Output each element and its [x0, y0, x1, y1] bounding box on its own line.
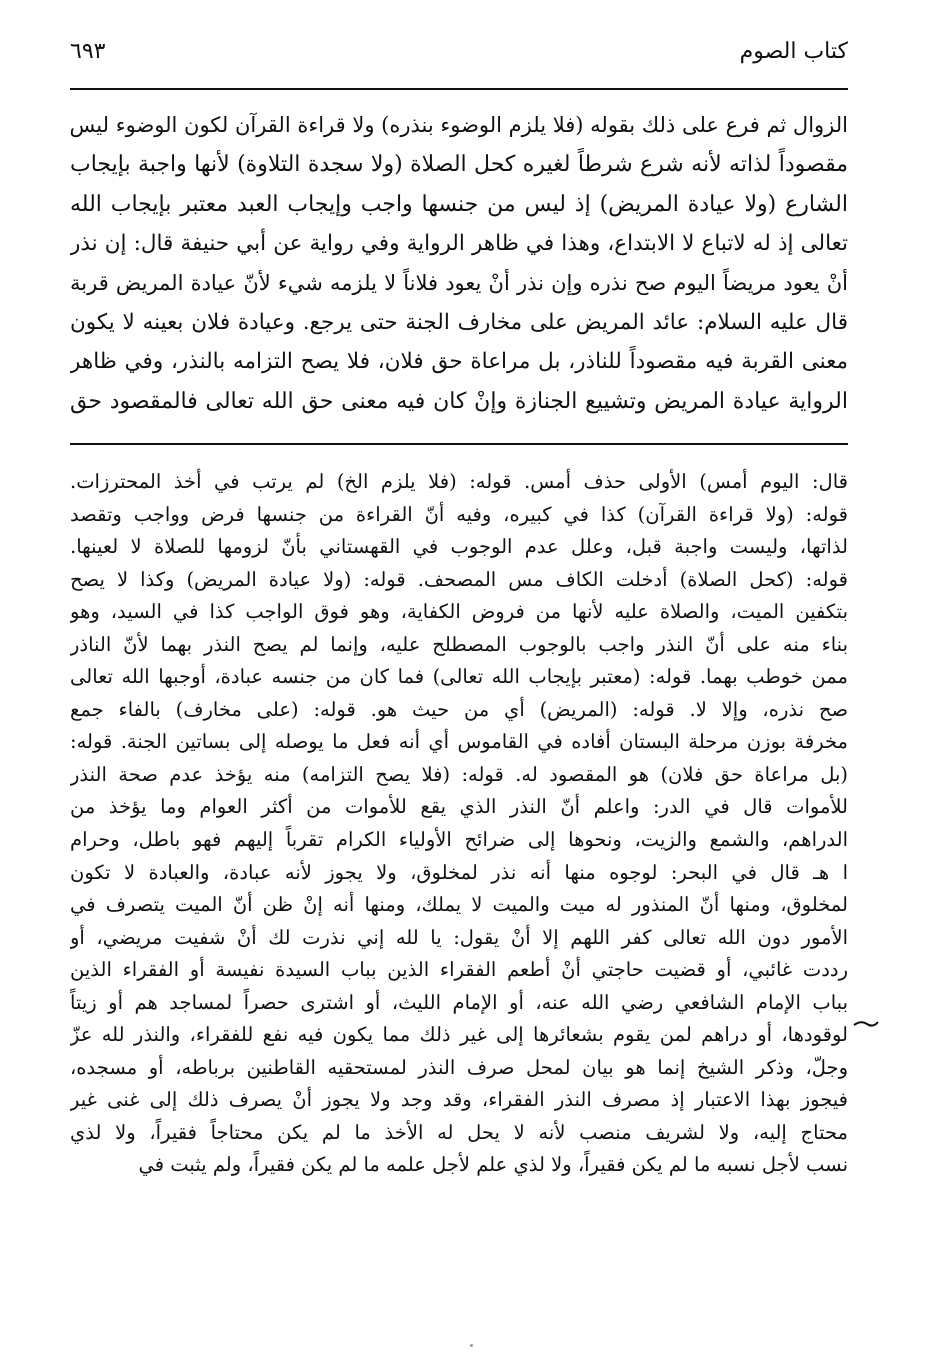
main-text-line: أنْ يعود مريضاً اليوم صح نذره وإن نذر أنْ يعود فلاناً لا يلزمه شيء لأنّ عيادة المريض قربة: [70, 270, 848, 295]
commentary-line: رددت غائبي، أو قضيت حاجتي أنْ أطعم الفقراء الذين بباب السيدة نفيسة أو الفقراء الذين: [70, 958, 848, 982]
page-header: [70, 32, 848, 72]
main-text-line: مقصوداً لذاته لأنه شرع شرطاً لغيره كحل الصلاة (ولا سجدة التلاوة) لأنها واجبة بإيجاب: [70, 152, 848, 178]
main-text: [70, 106, 848, 421]
commentary-line: مخرفة بوزن مرحلة البستان أفاده في القاموس أي أنه فعل ما يوصله إلى بساتين الجنة. قوله:: [70, 730, 848, 754]
commentary-line: لوقودها، أو دراهم لمن يقوم بشعائرها إلى غير ذلك مما يكون فيه نفع للفقراء، والنذر لله عزّ: [70, 1023, 848, 1047]
commentary-line: الدراهم، والشمع والزيت، ونحوها إلى ضرائح الأولياء الكرام تقرباً إليهم فهو باطل، وحرام: [70, 828, 848, 852]
main-text-line: الشارع (ولا عيادة المريض) إذ ليس من جنسها واجب وإيجاب العبد معتبر بإيجاب الله: [70, 191, 848, 217]
chapter-title: كتاب الصوم: [739, 39, 848, 64]
commentary-line: للأموات قال في الدر: واعلم أنّ النذر الذي يقع للأموات من أكثر العوام وما يؤخذ من: [70, 795, 848, 819]
commentary-line: محتاج إليه، ولا لشريف منصب لأنه لا يحل له الأخذ ما لم يكن محتاجاً فقيراً، ولا لذي: [70, 1120, 848, 1144]
commentary-text: [70, 466, 848, 1182]
commentary-line: (بل مراعاة حق فلان) هو المقصود له. قوله: (فلا يصح التزامه) منه يؤخذ عدم صحة النذر: [70, 762, 848, 786]
main-text-line: تعالى إذ له لاتباع لا الابتداع، وهذا في ظاهر الرواية وفي رواية عن أبي حنيفة قال: إن نذر: [70, 231, 848, 257]
commentary-line: صح نذره، وإلا لا. قوله: (المريض) أي من حيث هو. قوله: (على مخارف) بالفاء جمع: [70, 697, 848, 721]
commentary-line: قوله: (ولا قراءة القرآن) كذا في كبيره، وفيه أنّ القراءة من جنسها فرض وواجب وتقصد: [70, 502, 848, 526]
commentary-line: قال: اليوم أمس) الأولى حذف أمس. قوله: (فلا يلزم الخ) لم يرتب في أخذ المحترزات.: [70, 470, 848, 493]
commentary-line: بناء منه على أنّ النذر واجب بالوجوب المصطلح عليه، وإنما لم يصح النذر بهما لأنّ الناذر: [70, 632, 848, 656]
main-text-line: الرواية عيادة المريض وتشييع الجنازة وإنْ كان فيه معنى حق الله تعالى فالمقصود حق: [70, 388, 848, 414]
commentary-line: بتكفين الميت، والصلاة عليه لأنها من فروض الكفاية، وهو فوق الواجب كذا في السيد، وهو: [70, 600, 848, 624]
commentary-line: نسب لأجل نسبه ما لم يكن فقيراً، ولا لذي علم لأجل علمه ما لم يكن فقيراً، ولم يثبت في: [138, 1153, 848, 1177]
commentary-line: بباب الإمام الشافعي رضي الله عنه، أو الإمام الليث، أو اشترى حصراً لمساجد هم أو زيتاً: [70, 990, 848, 1014]
commentary-line: وجلّ، وذكر الشيخ إنما هو بيان لمحل صرف النذر لمستحقيه القاطنين برباطه، أو مسجده،: [70, 1055, 848, 1079]
page-number: ٦٩٣: [70, 39, 106, 64]
commentary-line: الأمور دون الله تعالى كفر اللهم إلا أنْ يقول: يا لله إني نذرت لك أنْ شفيت مريضي، أو: [70, 925, 848, 949]
main-text-line: معنى القربة فيه مقصوداً للناذر، بل مراعاة حق فلان، فلا يصح التزامه بالنذر، وفي ظاهر: [70, 349, 848, 375]
section-divider: [70, 443, 848, 445]
commentary-line: ا هـ قال في البحر: لوجوه منها أنه نذر لمخلوق، ولا يجوز لأنه عبادة، والعبادة لا تكون: [70, 860, 848, 884]
commentary-line: لمخلوق، ومنها أنّ المنذور له ميت والميت لا يملك، ومنها أنه إنْ ظن أنّ الميت يتصرف في: [70, 893, 848, 917]
commentary-line: قوله: (كحل الصلاة) أدخلت الكاف مس المصحف. قوله: (ولا عيادة المريض) وكذا لا يصح: [70, 567, 848, 591]
header-rule: [70, 88, 848, 90]
commentary-line: فيجوز بهذا الاعتبار إذ مصرف النذر الفقراء، وقد وجد ولا يجوز أنْ يصرف ذلك إلى غنى غير: [70, 1088, 848, 1112]
main-text-line: الزوال ثم فرع على ذلك بقوله (فلا يلزم الوضوء بنذره) ولا قراءة القرآن لكون الوضوء ليس: [70, 113, 848, 137]
scan-speck: [470, 1344, 473, 1347]
main-text-line: قال عليه السلام: عائد المريض على مخارف الجنة حتى يرجع. وعيادة فلان بعينه لا يكون: [70, 309, 848, 335]
margin-mark: [853, 1018, 879, 1028]
commentary-line: لذاتها، وليست واجبة قبل، وعلل عدم الوجوب في القهستاني بأنّ لزومها للصلاة لا لعينها.: [70, 535, 848, 559]
commentary-line: ممن خوطب بهما. قوله: (معتبر بإيجاب الله تعالى) فما كان من جنسه عبادة، أوجبها الله تعالى: [70, 665, 848, 689]
